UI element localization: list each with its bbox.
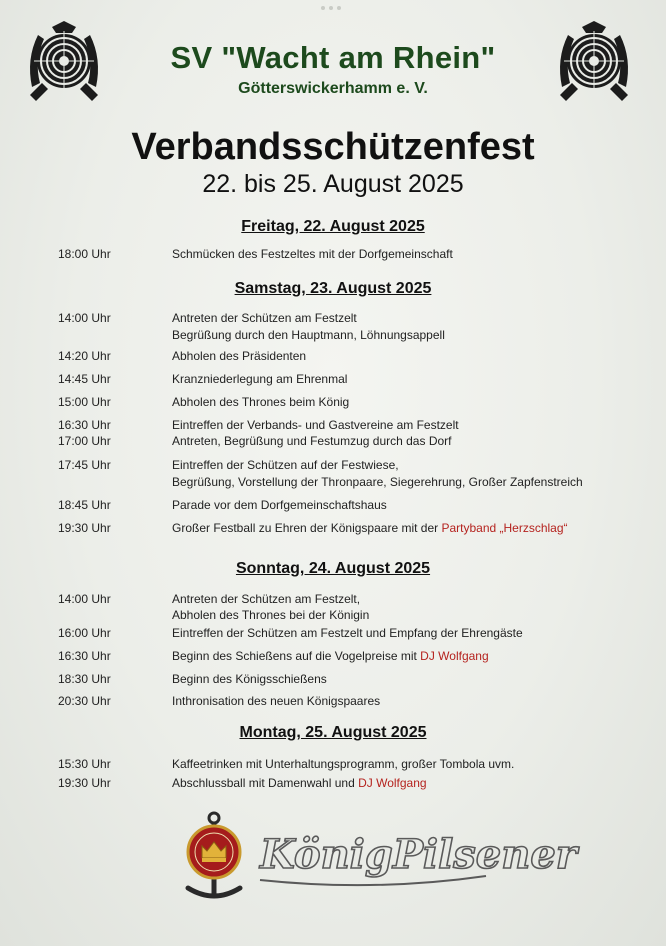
anchor-crown-crest-icon — [188, 813, 240, 898]
schedule-time: 14:00 Uhr — [58, 592, 111, 606]
schedule-time: 18:45 Uhr — [58, 498, 111, 512]
sponsor-logo — [174, 806, 577, 906]
schedule-time: 17:45 Uhr — [58, 458, 111, 472]
schedule-time: 16:30 Uhr — [58, 649, 111, 663]
schedule-time: 19:30 Uhr — [58, 521, 111, 535]
event-title: Verbandsschützenfest — [131, 126, 535, 168]
schedule-desc-text: Großer Festball zu Ehren der Königspaare mit der — [172, 521, 442, 535]
schedule-time: 18:30 Uhr — [58, 672, 111, 686]
schedule-time: 20:30 Uhr — [58, 694, 111, 708]
highlight-dj: DJ Wolfgang — [358, 776, 427, 790]
schedule-desc-text: Beginn des Schießens auf die Vogelpreise mit — [172, 649, 421, 663]
schedule-desc: Eintreffen der Schützen am Festzelt und Empfang der Ehrengäste — [172, 626, 523, 640]
schedule-desc: Abholen des Thrones beim König — [172, 395, 350, 409]
day-heading-montag: Montag, 25. August 2025 — [239, 724, 427, 741]
schedule-time: 14:00 Uhr — [58, 311, 111, 325]
schedule-desc: Eintreffen der Verbands- und Gastvereine am Festzelt — [172, 418, 459, 432]
schedule-desc — [172, 775, 642, 791]
schedule-desc-line2: Begrüßung, Vorstellung der Thronpaare, Siegerehrung, Großer Zapfenstreich — [172, 475, 583, 489]
day-heading-samstag: Samstag, 23. August 2025 — [234, 280, 432, 297]
schedule-desc: Kranzniederlegung am Ehrenmal — [172, 372, 348, 386]
schedule-desc: Abholen des Präsidenten — [172, 349, 307, 363]
schedule-time: 14:20 Uhr — [58, 349, 111, 363]
schedule-desc-text: Abschlussball mit Damenwahl und — [172, 776, 359, 790]
schedule-desc: Antreten der Schützen am Festzelt — [172, 311, 357, 325]
schedule-time: 16:30 Uhr — [58, 418, 111, 432]
day-heading-sonntag: Sonntag, 24. August 2025 — [235, 560, 431, 577]
schedule-desc: Antreten der Schützen am Festzelt, — [172, 592, 361, 606]
highlight-dj: DJ Wolfgang — [420, 649, 489, 663]
schedule-time: 16:00 Uhr — [58, 626, 111, 640]
schedule-desc: Antreten, Begrüßung und Festumzug durch das Dorf — [172, 434, 452, 448]
highlight-band: Partyband „Herzschlag“ — [441, 521, 568, 535]
schedule-desc — [172, 648, 642, 664]
schedule-desc: Parade vor dem Dorfgemeinschaftshaus — [172, 498, 387, 512]
club-name: SV "Wacht am Rhein" — [170, 40, 496, 75]
day-heading-freitag: Freitag, 22. August 2025 — [241, 218, 425, 235]
schedule-time: 19:30 Uhr — [58, 776, 111, 790]
schedule-time: 15:00 Uhr — [58, 395, 111, 409]
top-dots — [321, 6, 341, 10]
event-dates: 22. bis 25. August 2025 — [202, 170, 464, 198]
schedule-desc: Kaffeetrinken mit Unterhaltungsprogramm, großer Tombola uvm. — [172, 757, 515, 771]
sponsor-name: KönigPilsener — [260, 831, 577, 878]
schedule-desc — [172, 520, 642, 536]
schedule-desc: Beginn des Königsschießens — [172, 672, 327, 686]
schedule-time: 14:45 Uhr — [58, 372, 111, 386]
schedule-time: 17:00 Uhr — [58, 434, 111, 448]
schedule-desc-line2: Abholen des Thrones bei der Königin — [172, 608, 370, 622]
schedule-time: 18:00 Uhr — [58, 247, 111, 261]
schedule-desc: Inthronisation des neuen Königspaares — [172, 694, 381, 708]
schedule-time: 15:30 Uhr — [58, 757, 111, 771]
club-subtitle: Götterswickerhamm e. V. — [238, 80, 428, 97]
schedule-desc: Schmücken des Festzeltes mit der Dorfgemeinschaft — [172, 247, 453, 261]
schedule-desc: Eintreffen der Schützen auf der Festwiese, — [172, 458, 399, 472]
schedule-desc-line2: Begrüßung durch den Hauptmann, Löhnungsappell — [172, 328, 445, 342]
